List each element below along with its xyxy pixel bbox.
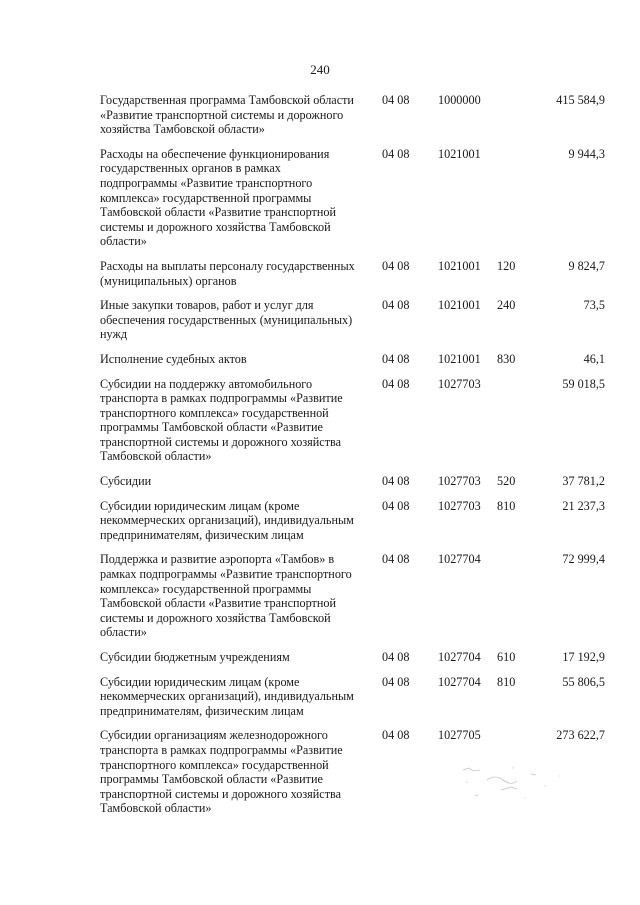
expense-type-code: 610 — [497, 650, 516, 664]
table-row — [100, 474, 605, 489]
section-code: 04 08 — [382, 351, 410, 366]
expense-type-code: 520 — [497, 474, 516, 489]
page-number: 240 — [310, 62, 330, 77]
section-code: 04 08 — [382, 498, 410, 513]
amount: 46,1 — [583, 351, 605, 366]
faint-stamp-mark — [455, 756, 575, 806]
section-code: 04 08 — [382, 474, 410, 489]
amount: 415 584,9 — [556, 93, 605, 107]
expense-name: Субсидии на поддержку автомобильного транспорта в рамках подпрограммы «Развитие транспортного комплекса» государственной программы Тамбовской области «Развитие транспортной системы и дорожного хозяйства Тамбовской области» — [100, 376, 343, 464]
target-article-code: 1021001 — [438, 258, 481, 273]
expense-name: Субсидии бюджетным учреждениям — [100, 650, 290, 664]
amount: 55 806,5 — [562, 674, 605, 689]
table-row — [100, 352, 605, 367]
amount: 17 192,9 — [562, 650, 605, 664]
budget-table — [100, 93, 605, 826]
expense-name: Иные закупки товаров, работ и услуг для обеспечения государственных (муниципальных) нужд — [100, 298, 353, 342]
table-row — [100, 675, 605, 719]
table-row — [100, 499, 605, 543]
target-article-code: 1027704 — [438, 650, 481, 664]
target-article-code: 1027703 — [438, 498, 481, 513]
expense-type-code: 240 — [497, 298, 516, 313]
expense-name: Поддержка и развитие аэропорта «Тамбов» в рамках подпрограммы «Развитие транспортного комплекса» государственной программы Тамбовской области «Развитие транспортной системы и дорожного хозяйства Тамбовской области» — [100, 552, 352, 640]
expense-type-code: 120 — [497, 258, 516, 273]
expense-name: Субсидии юридическим лицам (кроме некоммерческих организаций), индивидуальным предпринимателям, физическим лицам — [100, 498, 354, 542]
expense-name: Расходы на выплаты персоналу государственных (муниципальных) органов — [100, 258, 355, 288]
section-code: 04 08 — [382, 650, 410, 664]
section-code: 04 08 — [382, 728, 410, 743]
table-row — [100, 147, 605, 249]
amount: 73,5 — [583, 298, 605, 313]
amount: 72 999,4 — [562, 552, 605, 567]
target-article-code: 1021001 — [438, 351, 481, 366]
amount: 9 944,3 — [568, 146, 605, 161]
table-row — [100, 93, 605, 137]
table-row — [100, 552, 605, 640]
expense-name: Исполнение судебных актов — [100, 351, 247, 366]
expense-name: Субсидии организациям железнодорожного транспорта в рамках подпрограммы «Развитие транспортного комплекса» государственной программы Тамбовской области «Развитие транспортной системы и дорожного хозяйства Тамбовской области» — [100, 728, 343, 816]
target-article-code: 1027704 — [438, 674, 481, 689]
expense-name: Государственная программа Тамбовской области «Развитие транспортной системы и дорожного хозяйства Тамбовской области» — [100, 93, 354, 137]
target-article-code: 1000000 — [438, 93, 481, 107]
section-code: 04 08 — [382, 298, 410, 313]
section-code: 04 08 — [382, 93, 410, 107]
table-row — [100, 377, 605, 465]
target-article-code: 1027703 — [438, 474, 481, 489]
section-code: 04 08 — [382, 674, 410, 689]
target-article-code: 1021001 — [438, 146, 481, 161]
section-code: 04 08 — [382, 258, 410, 273]
section-code: 04 08 — [382, 146, 410, 161]
expense-name: Расходы на обеспечение функционирования государственных органов в рамках подпрограммы «Развитие транспортного комплекса» государственной программы Тамбовской области «Развитие транспортной системы и дорожного хозяйства Тамбовской области» — [100, 146, 337, 249]
target-article-code: 1027703 — [438, 376, 481, 391]
expense-type-code: 830 — [497, 351, 516, 366]
target-article-code: 1027704 — [438, 552, 481, 567]
target-article-code: 1027705 — [438, 728, 481, 743]
expense-type-code: 810 — [497, 498, 516, 513]
amount: 59 018,5 — [562, 376, 605, 391]
target-article-code: 1021001 — [438, 298, 481, 313]
amount: 9 824,7 — [568, 258, 605, 273]
expense-name: Субсидии юридическим лицам (кроме некоммерческих организаций), индивидуальным предпринимателям, физическим лицам — [100, 674, 354, 718]
amount: 37 781,2 — [562, 474, 605, 489]
section-code: 04 08 — [382, 376, 410, 391]
amount: 273 622,7 — [556, 728, 605, 743]
expense-name: Субсидии — [100, 474, 152, 489]
section-code: 04 08 — [382, 552, 410, 567]
table-row — [100, 650, 605, 665]
expense-type-code: 810 — [497, 674, 516, 689]
table-row — [100, 298, 605, 342]
amount: 21 237,3 — [562, 498, 605, 513]
table-row — [100, 259, 605, 288]
